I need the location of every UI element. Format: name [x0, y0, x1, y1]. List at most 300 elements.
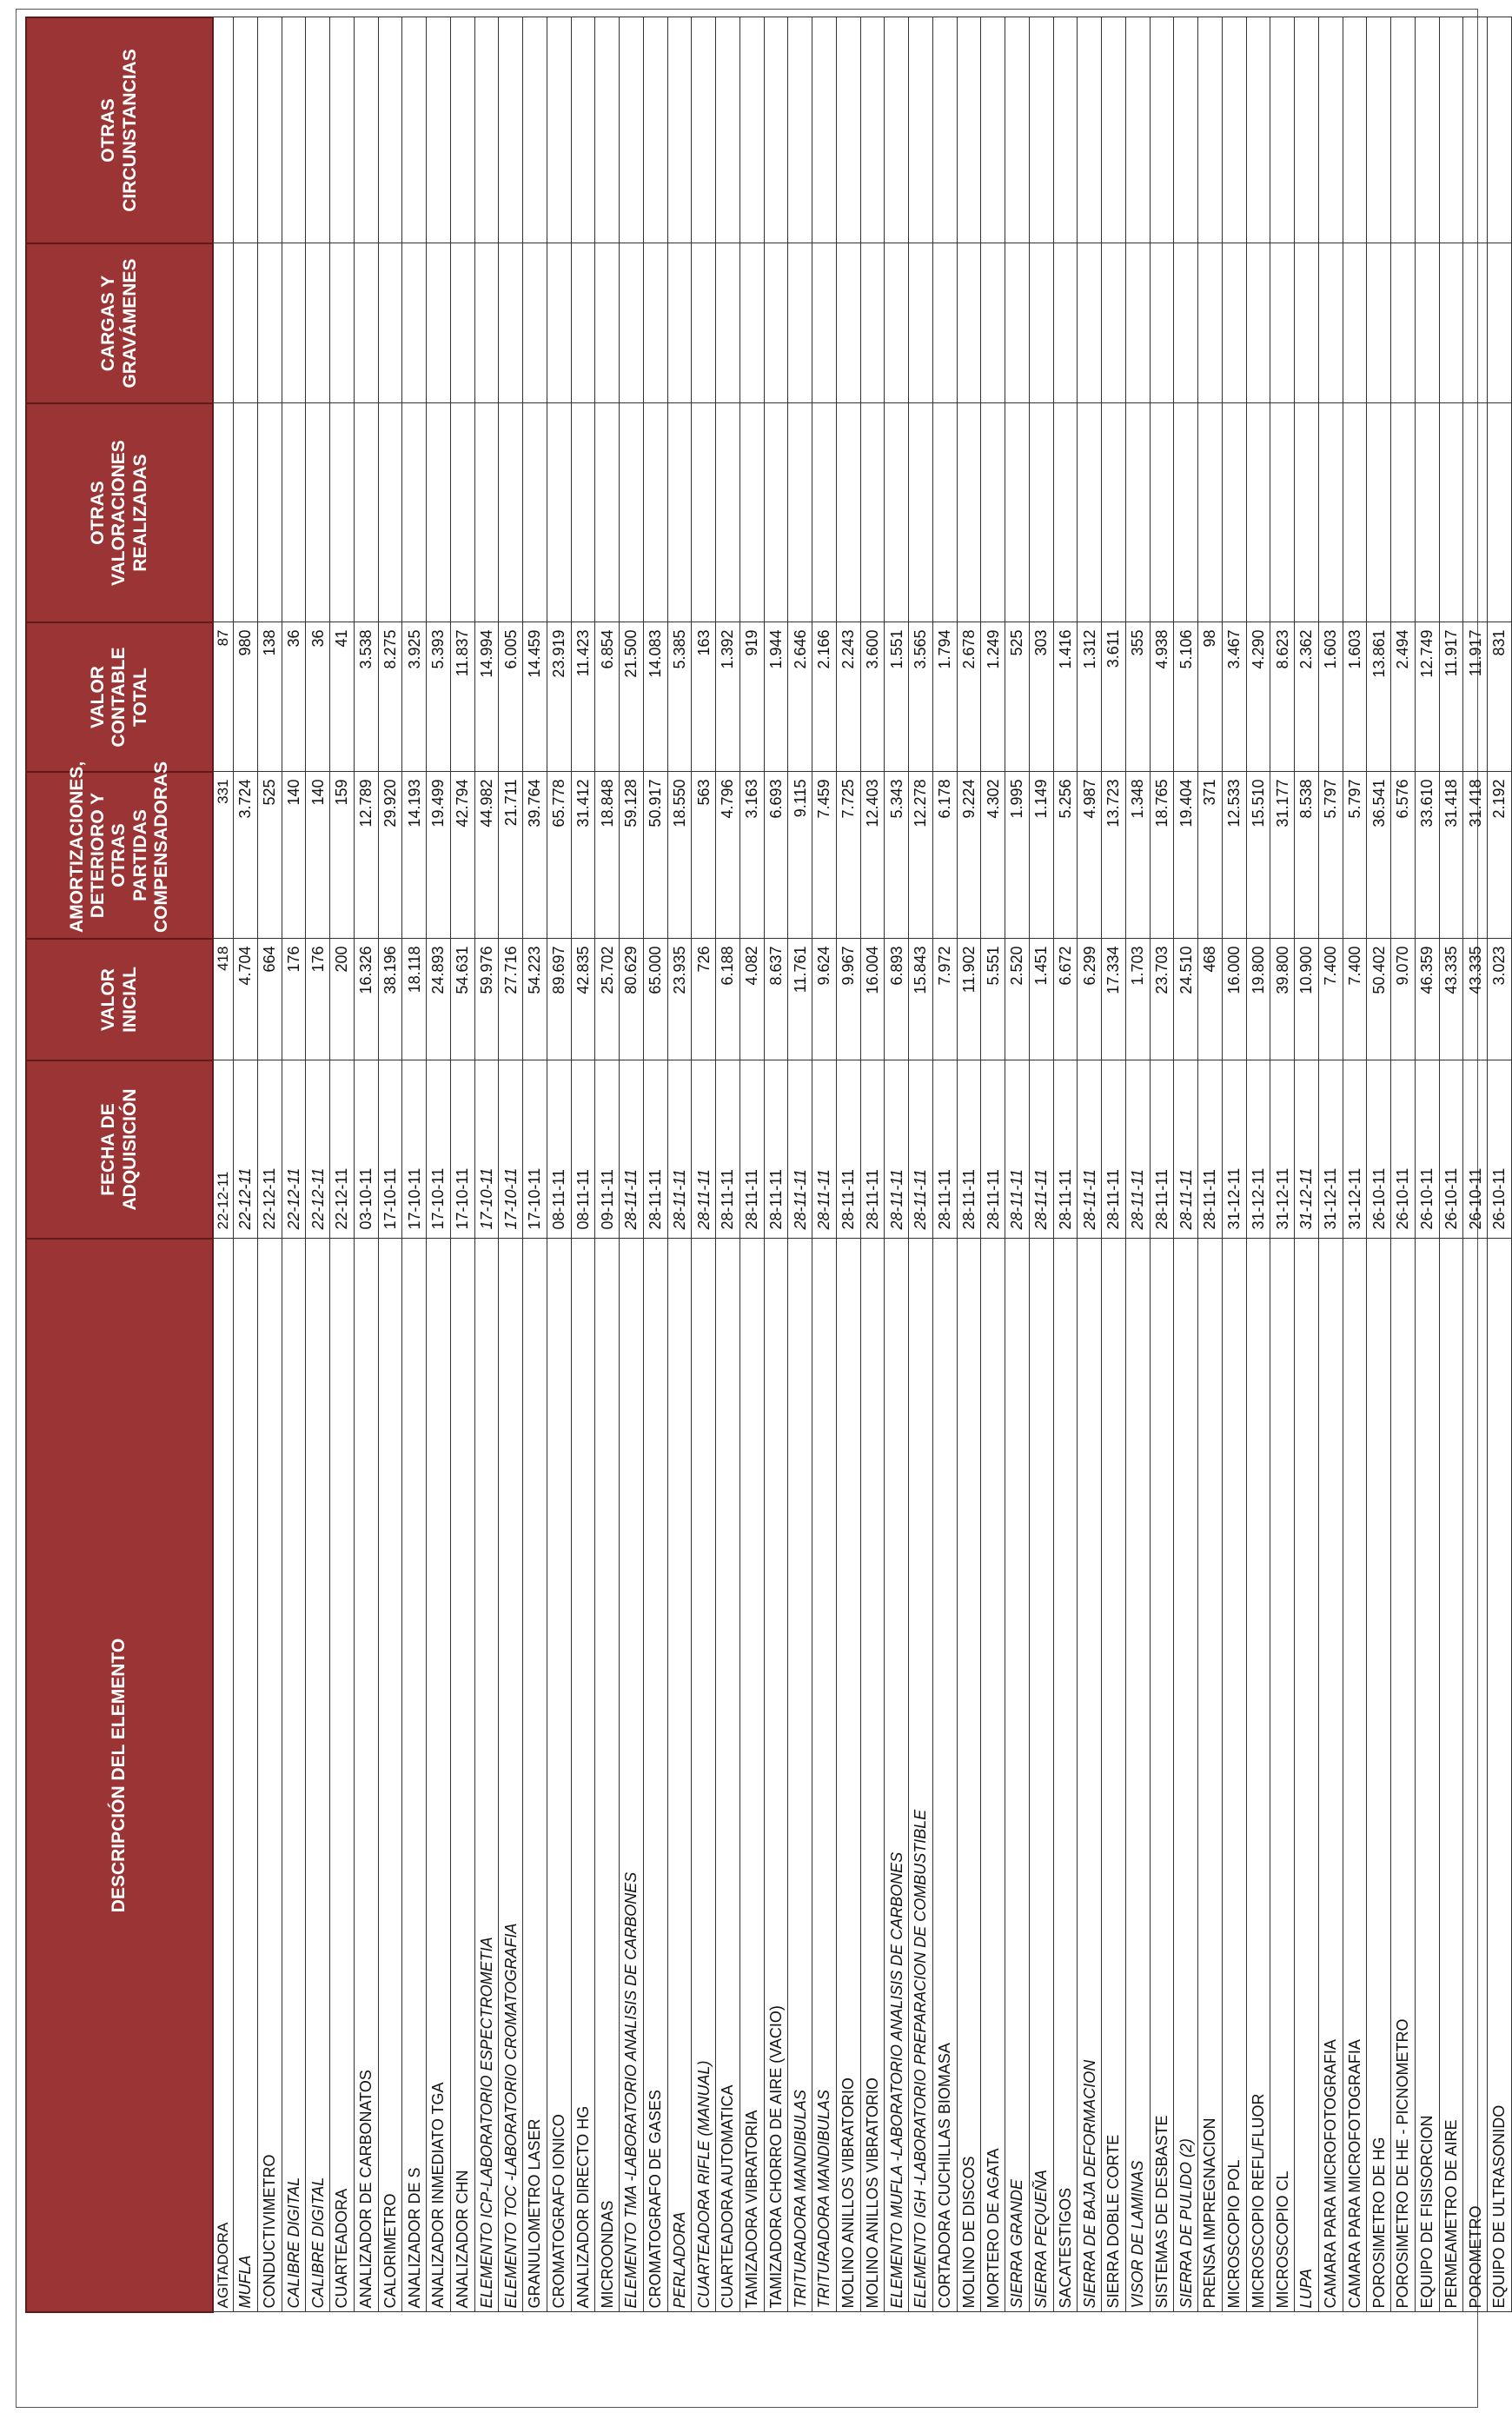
cell-description: ANALIZADOR CHN — [450, 1239, 474, 2312]
cell-amortization: 59.128 — [620, 772, 644, 939]
cell-acquisition-date: 28-11-11 — [1125, 1060, 1150, 1239]
cell-acquisition-date: 28-11-11 — [620, 1060, 644, 1239]
table-row — [571, 17, 595, 2312]
cell-other-circumstances — [1125, 17, 1150, 243]
cell-other-valuations — [1488, 403, 1512, 622]
cell-acquisition-date: 28-11-11 — [860, 1060, 885, 1239]
cell-description: AGITADORA — [213, 1239, 234, 2312]
cell-description: CALIBRE DIGITAL — [306, 1239, 330, 2312]
cell-other-circumstances — [1174, 17, 1198, 243]
cell-other-circumstances — [643, 17, 667, 243]
cell-description: SISTEMAS DE DESBASTE — [1150, 1239, 1174, 2312]
cell-amortization: 31.177 — [1270, 772, 1295, 939]
cell-acquisition-date: 17-10-11 — [450, 1060, 474, 1239]
cell-charges — [427, 243, 451, 403]
cell-charges — [643, 243, 667, 403]
cell-charges — [402, 243, 427, 403]
cell-amortization: 6.693 — [764, 772, 788, 939]
cell-acquisition-date: 22-12-11 — [306, 1060, 330, 1239]
table-row — [1488, 17, 1512, 2312]
cell-charges — [836, 243, 860, 403]
cell-description: SIERRA PEQUEÑA — [1029, 1239, 1053, 2312]
cell-book-value: 21.500 — [620, 622, 644, 772]
cell-charges — [1463, 243, 1488, 403]
cell-acquisition-date: 31-12-11 — [1295, 1060, 1319, 1239]
cell-amortization: 3.724 — [234, 772, 258, 939]
cell-other-circumstances — [1150, 17, 1174, 243]
cell-other-valuations — [378, 403, 402, 622]
cell-description: CORTADORA CUCHILLAS BIOMASA — [932, 1239, 957, 2312]
cell-book-value: 98 — [1198, 622, 1223, 772]
cell-initial-value: 4.082 — [739, 939, 764, 1060]
cell-charges — [667, 243, 692, 403]
cell-other-circumstances — [213, 17, 234, 243]
cell-initial-value: 39.800 — [1270, 939, 1295, 1060]
cell-book-value: 3.925 — [402, 622, 427, 772]
cell-book-value: 3.600 — [860, 622, 885, 772]
cell-charges — [812, 243, 837, 403]
cell-amortization: 19.404 — [1174, 772, 1198, 939]
header-book-value: VALOR CONTABLE TOTAL — [26, 622, 213, 772]
cell-other-circumstances — [860, 17, 885, 243]
table-row — [306, 17, 330, 2312]
cell-acquisition-date: 22-12-11 — [213, 1060, 234, 1239]
cell-initial-value: 1.703 — [1125, 939, 1150, 1060]
table-row — [1295, 17, 1319, 2312]
cell-description: CALORIMETRO — [378, 1239, 402, 2312]
cell-amortization: 1.995 — [1005, 772, 1030, 939]
cell-amortization: 4.987 — [1078, 772, 1102, 939]
cell-book-value: 1.603 — [1318, 622, 1343, 772]
cell-book-value: 36 — [282, 622, 306, 772]
cell-amortization: 159 — [330, 772, 355, 939]
cell-acquisition-date: 28-11-11 — [1053, 1060, 1078, 1239]
cell-other-circumstances — [909, 17, 933, 243]
cell-initial-value: 50.402 — [1367, 939, 1391, 1060]
cell-charges — [595, 243, 620, 403]
cell-amortization: 331 — [213, 772, 234, 939]
cell-amortization: 6.576 — [1391, 772, 1416, 939]
cell-amortization: 29.920 — [378, 772, 402, 939]
cell-acquisition-date: 09-11-11 — [595, 1060, 620, 1239]
cell-initial-value: 18.118 — [402, 939, 427, 1060]
cell-other-valuations — [1295, 403, 1319, 622]
cell-amortization: 15.510 — [1246, 772, 1270, 939]
cell-book-value: 2.678 — [957, 622, 981, 772]
cell-description: ELEMENTO ICP-LABORATORIO ESPECTROMETIA — [474, 1239, 499, 2312]
cell-acquisition-date: 31-12-11 — [1222, 1060, 1246, 1239]
cell-amortization: 4.796 — [716, 772, 740, 939]
cell-other-valuations — [692, 403, 716, 622]
table-row — [282, 17, 306, 2312]
cell-amortization: 4.302 — [981, 772, 1005, 939]
cell-initial-value: 23.935 — [667, 939, 692, 1060]
table-row — [354, 17, 378, 2312]
cell-book-value: 11.423 — [571, 622, 595, 772]
cell-book-value: 919 — [739, 622, 764, 772]
table-row — [402, 17, 427, 2312]
cell-acquisition-date: 08-11-11 — [547, 1060, 571, 1239]
cell-acquisition-date: 28-11-11 — [957, 1060, 981, 1239]
cell-acquisition-date: 28-11-11 — [812, 1060, 837, 1239]
cell-description: CUARTEADORA — [330, 1239, 355, 2312]
cell-charges — [378, 243, 402, 403]
table-row — [1246, 17, 1270, 2312]
cell-charges — [620, 243, 644, 403]
cell-book-value: 14.994 — [474, 622, 499, 772]
cell-other-circumstances — [257, 17, 282, 243]
cell-amortization: 33.610 — [1415, 772, 1439, 939]
cell-acquisition-date: 28-11-11 — [932, 1060, 957, 1239]
cell-description: MOLINO ANILLOS VIBRATORIO — [860, 1239, 885, 2312]
cell-other-valuations — [909, 403, 933, 622]
cell-charges — [1150, 243, 1174, 403]
cell-acquisition-date: 28-11-11 — [739, 1060, 764, 1239]
cell-other-valuations — [1463, 403, 1488, 622]
cell-other-valuations — [474, 403, 499, 622]
header-charges: CARGAS Y GRAVÁMENES — [26, 243, 213, 403]
table-row — [234, 17, 258, 2312]
cell-charges — [1391, 243, 1416, 403]
table-row — [427, 17, 451, 2312]
cell-acquisition-date: 28-11-11 — [667, 1060, 692, 1239]
cell-acquisition-date: 26-10-11 — [1415, 1060, 1439, 1239]
cell-book-value: 303 — [1029, 622, 1053, 772]
cell-charges — [1270, 243, 1295, 403]
cell-book-value: 1.794 — [932, 622, 957, 772]
table-row — [1463, 17, 1488, 2312]
cell-other-circumstances — [1246, 17, 1270, 243]
cell-acquisition-date: 17-10-11 — [402, 1060, 427, 1239]
cell-other-valuations — [643, 403, 667, 622]
cell-initial-value: 2.520 — [1005, 939, 1030, 1060]
cell-initial-value: 46.359 — [1415, 939, 1439, 1060]
cell-other-circumstances — [1463, 17, 1488, 243]
cell-description: CONDUCTIVIMETRO — [257, 1239, 282, 2312]
rotated-table-container — [25, 18, 1509, 2313]
cell-other-circumstances — [739, 17, 764, 243]
cell-book-value: 8.275 — [378, 622, 402, 772]
cell-initial-value: 468 — [1198, 939, 1223, 1060]
cell-other-valuations — [1198, 403, 1223, 622]
cell-initial-value: 24.893 — [427, 939, 451, 1060]
cell-charges — [1125, 243, 1150, 403]
table-row — [860, 17, 885, 2312]
cell-amortization: 39.764 — [523, 772, 547, 939]
cell-other-valuations — [739, 403, 764, 622]
cell-description: MOLINO ANILLOS VIBRATORIO — [836, 1239, 860, 2312]
table-row — [547, 17, 571, 2312]
cell-description: MUFLA — [234, 1239, 258, 2312]
cell-charges — [474, 243, 499, 403]
cell-charges — [1198, 243, 1223, 403]
cell-book-value: 6.854 — [595, 622, 620, 772]
cell-other-circumstances — [1343, 17, 1367, 243]
cell-initial-value: 1.451 — [1029, 939, 1053, 1060]
cell-initial-value: 7.400 — [1318, 939, 1343, 1060]
cell-acquisition-date: 26-10-11 — [1488, 1060, 1512, 1239]
cell-other-valuations — [1367, 403, 1391, 622]
table-row — [932, 17, 957, 2312]
cell-initial-value: 59.976 — [474, 939, 499, 1060]
cell-other-valuations — [788, 403, 812, 622]
cell-other-circumstances — [595, 17, 620, 243]
cell-other-valuations — [981, 403, 1005, 622]
cell-initial-value: 24.510 — [1174, 939, 1198, 1060]
cell-book-value: 3.565 — [909, 622, 933, 772]
table-row — [213, 17, 234, 2312]
cell-charges — [1295, 243, 1319, 403]
cell-charges — [354, 243, 378, 403]
cell-acquisition-date: 31-12-11 — [1343, 1060, 1367, 1239]
cell-charges — [860, 243, 885, 403]
document-page — [16, 9, 1509, 2408]
cell-initial-value: 9.070 — [1391, 939, 1416, 1060]
cell-charges — [1343, 243, 1367, 403]
cell-initial-value: 16.000 — [1222, 939, 1246, 1060]
cell-other-valuations — [1391, 403, 1416, 622]
cell-description: CAMARA PARA MICROFOTOGRAFIA — [1318, 1239, 1343, 2312]
cell-charges — [257, 243, 282, 403]
cell-initial-value: 17.334 — [1102, 939, 1126, 1060]
cell-initial-value: 200 — [330, 939, 355, 1060]
cell-other-circumstances — [716, 17, 740, 243]
cell-other-valuations — [860, 403, 885, 622]
cell-book-value: 1.416 — [1053, 622, 1078, 772]
cell-acquisition-date: 28-11-11 — [764, 1060, 788, 1239]
table-header — [26, 17, 213, 2312]
cell-amortization: 7.725 — [836, 772, 860, 939]
cell-description: TAMIZADORA CHORRO DE AIRE (VACIO) — [764, 1239, 788, 2312]
cell-other-circumstances — [932, 17, 957, 243]
cell-initial-value: 15.843 — [909, 939, 933, 1060]
cell-book-value: 4.938 — [1150, 622, 1174, 772]
cell-initial-value: 9.967 — [836, 939, 860, 1060]
cell-amortization: 140 — [282, 772, 306, 939]
cell-charges — [885, 243, 909, 403]
cell-acquisition-date: 28-11-11 — [909, 1060, 933, 1239]
cell-charges — [499, 243, 523, 403]
cell-other-circumstances — [885, 17, 909, 243]
cell-book-value: 5.106 — [1174, 622, 1198, 772]
cell-description: POROMETRO — [1463, 1239, 1488, 2312]
cell-initial-value: 23.703 — [1150, 939, 1174, 1060]
table-row — [1102, 17, 1126, 2312]
cell-acquisition-date: 22-12-11 — [330, 1060, 355, 1239]
cell-other-valuations — [957, 403, 981, 622]
cell-amortization: 2.192 — [1488, 772, 1512, 939]
cell-description: MOLINO DE DISCOS — [957, 1239, 981, 2312]
cell-charges — [692, 243, 716, 403]
cell-charges — [1174, 243, 1198, 403]
cell-charges — [571, 243, 595, 403]
cell-initial-value: 7.972 — [932, 939, 957, 1060]
cell-other-circumstances — [788, 17, 812, 243]
cell-book-value: 1.944 — [764, 622, 788, 772]
cell-amortization: 140 — [306, 772, 330, 939]
cell-charges — [282, 243, 306, 403]
cell-other-circumstances — [764, 17, 788, 243]
cell-book-value: 5.393 — [427, 622, 451, 772]
cell-acquisition-date: 26-10-11 — [1463, 1060, 1488, 1239]
cell-book-value: 3.538 — [354, 622, 378, 772]
cell-description: TRITURADORA MANDIBULAS — [788, 1239, 812, 2312]
cell-charges — [547, 243, 571, 403]
cell-description: MORTERO DE AGATA — [981, 1239, 1005, 2312]
cell-initial-value: 16.004 — [860, 939, 885, 1060]
cell-amortization: 5.343 — [885, 772, 909, 939]
cell-other-circumstances — [1367, 17, 1391, 243]
cell-description: SIERRA DE PULIDO (2) — [1174, 1239, 1198, 2312]
cell-other-circumstances — [620, 17, 644, 243]
cell-book-value: 6.005 — [499, 622, 523, 772]
cell-initial-value: 6.299 — [1078, 939, 1102, 1060]
header-acquisition-date: FECHA DE ADQUISICIÓN — [26, 1060, 213, 1239]
cell-acquisition-date: 17-10-11 — [523, 1060, 547, 1239]
header-description: DESCRIPCIÓN DEL ELEMENTO — [26, 1239, 213, 2312]
cell-other-circumstances — [1270, 17, 1295, 243]
cell-other-circumstances — [1318, 17, 1343, 243]
cell-amortization: 9.224 — [957, 772, 981, 939]
cell-other-valuations — [450, 403, 474, 622]
cell-other-valuations — [764, 403, 788, 622]
cell-description: POROSIMETRO DE HG — [1367, 1239, 1391, 2312]
cell-amortization: 36.541 — [1367, 772, 1391, 939]
cell-charges — [330, 243, 355, 403]
table-row — [1367, 17, 1391, 2312]
cell-amortization: 525 — [257, 772, 282, 939]
cell-description: MICROSCOPIO POL — [1222, 1239, 1246, 2312]
cell-description: VISOR DE LAMINAS — [1125, 1239, 1150, 2312]
table-row — [330, 17, 355, 2312]
cell-amortization: 21.711 — [499, 772, 523, 939]
cell-other-valuations — [932, 403, 957, 622]
cell-acquisition-date: 28-11-11 — [643, 1060, 667, 1239]
cell-amortization: 1.149 — [1029, 772, 1053, 939]
header-initial-value: VALOR INICIAL — [26, 939, 213, 1060]
cell-other-valuations — [257, 403, 282, 622]
cell-book-value: 2.494 — [1391, 622, 1416, 772]
cell-amortization: 8.538 — [1295, 772, 1319, 939]
cell-charges — [1053, 243, 1078, 403]
cell-amortization: 18.550 — [667, 772, 692, 939]
cell-other-valuations — [1029, 403, 1053, 622]
cell-book-value: 14.083 — [643, 622, 667, 772]
cell-charges — [1102, 243, 1126, 403]
cell-other-valuations — [595, 403, 620, 622]
cell-book-value: 138 — [257, 622, 282, 772]
cell-acquisition-date: 26-10-11 — [1439, 1060, 1463, 1239]
table-row — [1439, 17, 1463, 2312]
cell-book-value: 1.603 — [1343, 622, 1367, 772]
cell-other-circumstances — [571, 17, 595, 243]
cell-acquisition-date: 22-12-11 — [234, 1060, 258, 1239]
cell-book-value: 2.166 — [812, 622, 837, 772]
cell-book-value: 36 — [306, 622, 330, 772]
cell-amortization: 50.917 — [643, 772, 667, 939]
cell-book-value: 831 — [1488, 622, 1512, 772]
cell-initial-value: 11.761 — [788, 939, 812, 1060]
cell-other-valuations — [306, 403, 330, 622]
cell-description: PERMEAMETRO DE AIRE — [1439, 1239, 1463, 2312]
cell-amortization: 14.193 — [402, 772, 427, 939]
cell-amortization: 13.723 — [1102, 772, 1126, 939]
cell-charges — [450, 243, 474, 403]
cell-book-value: 3.611 — [1102, 622, 1126, 772]
cell-other-circumstances — [1102, 17, 1126, 243]
cell-acquisition-date: 28-11-11 — [1078, 1060, 1102, 1239]
cell-amortization: 44.982 — [474, 772, 499, 939]
cell-other-circumstances — [667, 17, 692, 243]
table-row — [1343, 17, 1367, 2312]
cell-acquisition-date: 03-10-11 — [354, 1060, 378, 1239]
cell-initial-value: 176 — [282, 939, 306, 1060]
table-row — [450, 17, 474, 2312]
cell-initial-value: 4.704 — [234, 939, 258, 1060]
cell-other-circumstances — [1439, 17, 1463, 243]
cell-other-circumstances — [1295, 17, 1319, 243]
cell-amortization: 19.499 — [427, 772, 451, 939]
table-row — [1222, 17, 1246, 2312]
cell-description: MICROSCOPIO REFL/FLUOR — [1246, 1239, 1270, 2312]
cell-description: EQUIPO DE ULTRASONIDO — [1488, 1239, 1512, 2312]
table-body — [213, 17, 1511, 2312]
cell-initial-value: 43.335 — [1439, 939, 1463, 1060]
table-row — [1415, 17, 1439, 2312]
cell-other-valuations — [1078, 403, 1102, 622]
table-row — [739, 17, 764, 2312]
cell-book-value: 980 — [234, 622, 258, 772]
cell-charges — [1415, 243, 1439, 403]
cell-amortization: 6.178 — [932, 772, 957, 939]
cell-initial-value: 42.835 — [571, 939, 595, 1060]
cell-acquisition-date: 28-11-11 — [981, 1060, 1005, 1239]
cell-acquisition-date: 28-11-11 — [692, 1060, 716, 1239]
cell-initial-value: 9.624 — [812, 939, 837, 1060]
table-row — [1078, 17, 1102, 2312]
table-row — [499, 17, 523, 2312]
cell-initial-value: 726 — [692, 939, 716, 1060]
cell-amortization: 18.848 — [595, 772, 620, 939]
cell-acquisition-date: 28-11-11 — [1174, 1060, 1198, 1239]
cell-book-value: 1.392 — [716, 622, 740, 772]
cell-charges — [981, 243, 1005, 403]
cell-other-circumstances — [378, 17, 402, 243]
cell-amortization: 12.403 — [860, 772, 885, 939]
cell-acquisition-date: 28-11-11 — [1005, 1060, 1030, 1239]
cell-description: GRANULOMETRO LASER — [523, 1239, 547, 2312]
cell-description: SIERRA DOBLE CORTE — [1102, 1239, 1126, 2312]
table-row — [1150, 17, 1174, 2312]
cell-acquisition-date: 22-12-11 — [257, 1060, 282, 1239]
cell-amortization: 12.789 — [354, 772, 378, 939]
cell-description: ELEMENTO TMA -LABORATORIO ANALISIS DE CARBONES — [620, 1239, 644, 2312]
cell-initial-value: 6.188 — [716, 939, 740, 1060]
cell-initial-value: 6.893 — [885, 939, 909, 1060]
table-row — [716, 17, 740, 2312]
cell-book-value: 525 — [1005, 622, 1030, 772]
cell-amortization: 18.765 — [1150, 772, 1174, 939]
table-row — [1029, 17, 1053, 2312]
cell-description: SACATESTIGOS — [1053, 1239, 1078, 2312]
cell-amortization: 5.797 — [1343, 772, 1367, 939]
cell-description: CUARTEADORA RIFLE (MANUAL) — [692, 1239, 716, 2312]
cell-initial-value: 16.326 — [354, 939, 378, 1060]
cell-other-valuations — [1150, 403, 1174, 622]
table-row — [957, 17, 981, 2312]
cell-initial-value: 664 — [257, 939, 282, 1060]
cell-charges — [909, 243, 933, 403]
